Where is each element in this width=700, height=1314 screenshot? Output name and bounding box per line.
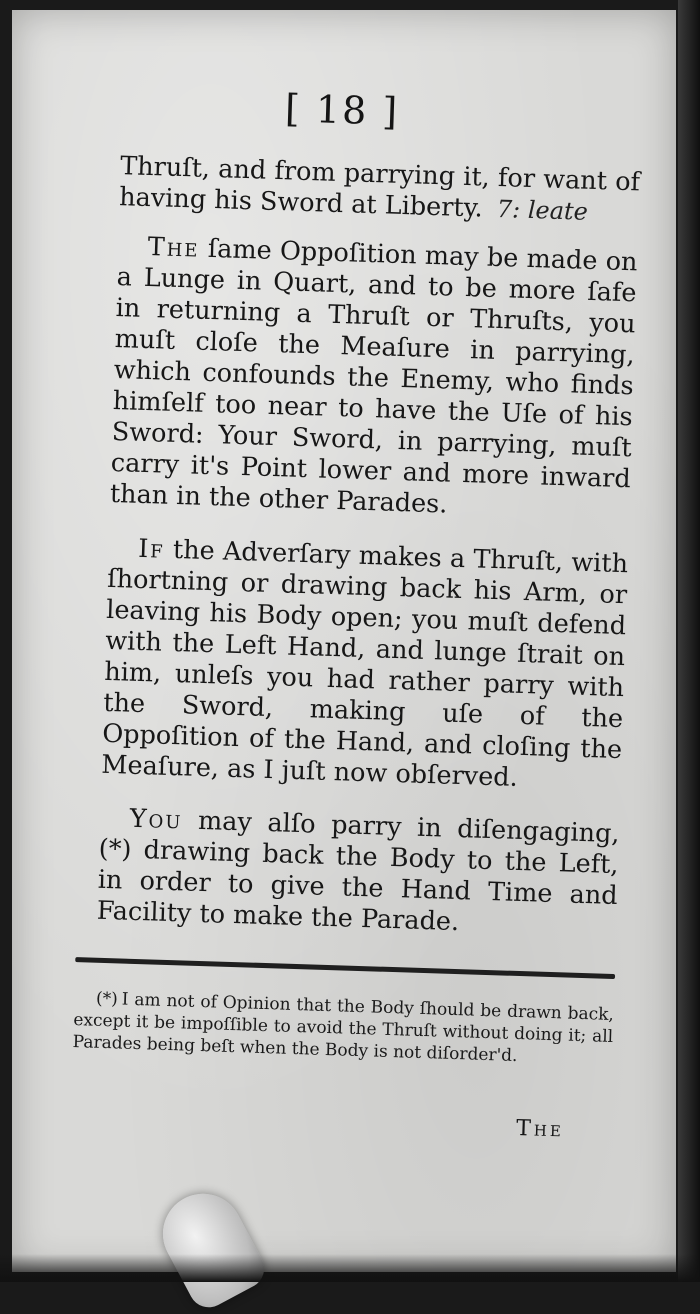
page-content <box>12 10 676 1272</box>
paragraph-3-text: the Adverſary makes a Thruſt, with ſhortning or drawing back his Arm, or leaving his Body open; you muſt defend with the Left Hand, and lunge ſtrait on him, unleſs you had rather parry with the Sword, making uſe of the Oppoſition of the Hand, and cloſing the Meaſure, as I juſt now obſerved. <box>100 534 629 793</box>
paragraph-3-lead: If <box>137 533 166 565</box>
paragraph-2-lead: The <box>147 232 201 264</box>
footnote-divider <box>75 957 615 979</box>
page-number: [ 18 ] <box>284 86 400 134</box>
paragraph-1 <box>119 151 641 229</box>
paragraph-4 <box>96 803 620 943</box>
paragraph-1-text: Thruſt, and from parrying it, for want of having his Sword at Liberty. <box>118 151 641 224</box>
footnote <box>72 987 614 1070</box>
paragraph-4-lead: You <box>129 803 183 836</box>
paragraph-2 <box>109 231 638 526</box>
scan-bottom-shadow <box>0 1254 700 1282</box>
paragraph-4-text: may alſo parry in diſengaging, (*) drawing back the Body to the Left, in order to give the Hand Time and Facility to make the Parade. <box>96 805 620 938</box>
footnote-mark: (*) <box>95 988 119 1010</box>
footnote-text: I am not of Opinion that the Body ſhould be drawn back, except it be impoſſible to avoid the Thruſt without doing it; all Parades being beſt when the Body is not diſorder'd. <box>72 989 615 1067</box>
catchword: The <box>515 1116 565 1143</box>
paragraph-2-text: ſame Oppoſition may be made on a Lunge in Quart, and to be more ſafe in returning a Thruſt or Thruſts, you muſt cloſe the Meaſure in parrying, which confounds the Enemy, who finds himſelf too near to have the Uſe of his Sword: Your Sword, in parrying, muſt carry it's Point lower and more inward than in the other Parades. <box>109 233 638 520</box>
handwritten-annotation: 7: leate <box>496 194 589 226</box>
book-page <box>12 10 676 1272</box>
paragraph-3 <box>101 533 629 797</box>
scan-edge <box>678 0 700 1282</box>
